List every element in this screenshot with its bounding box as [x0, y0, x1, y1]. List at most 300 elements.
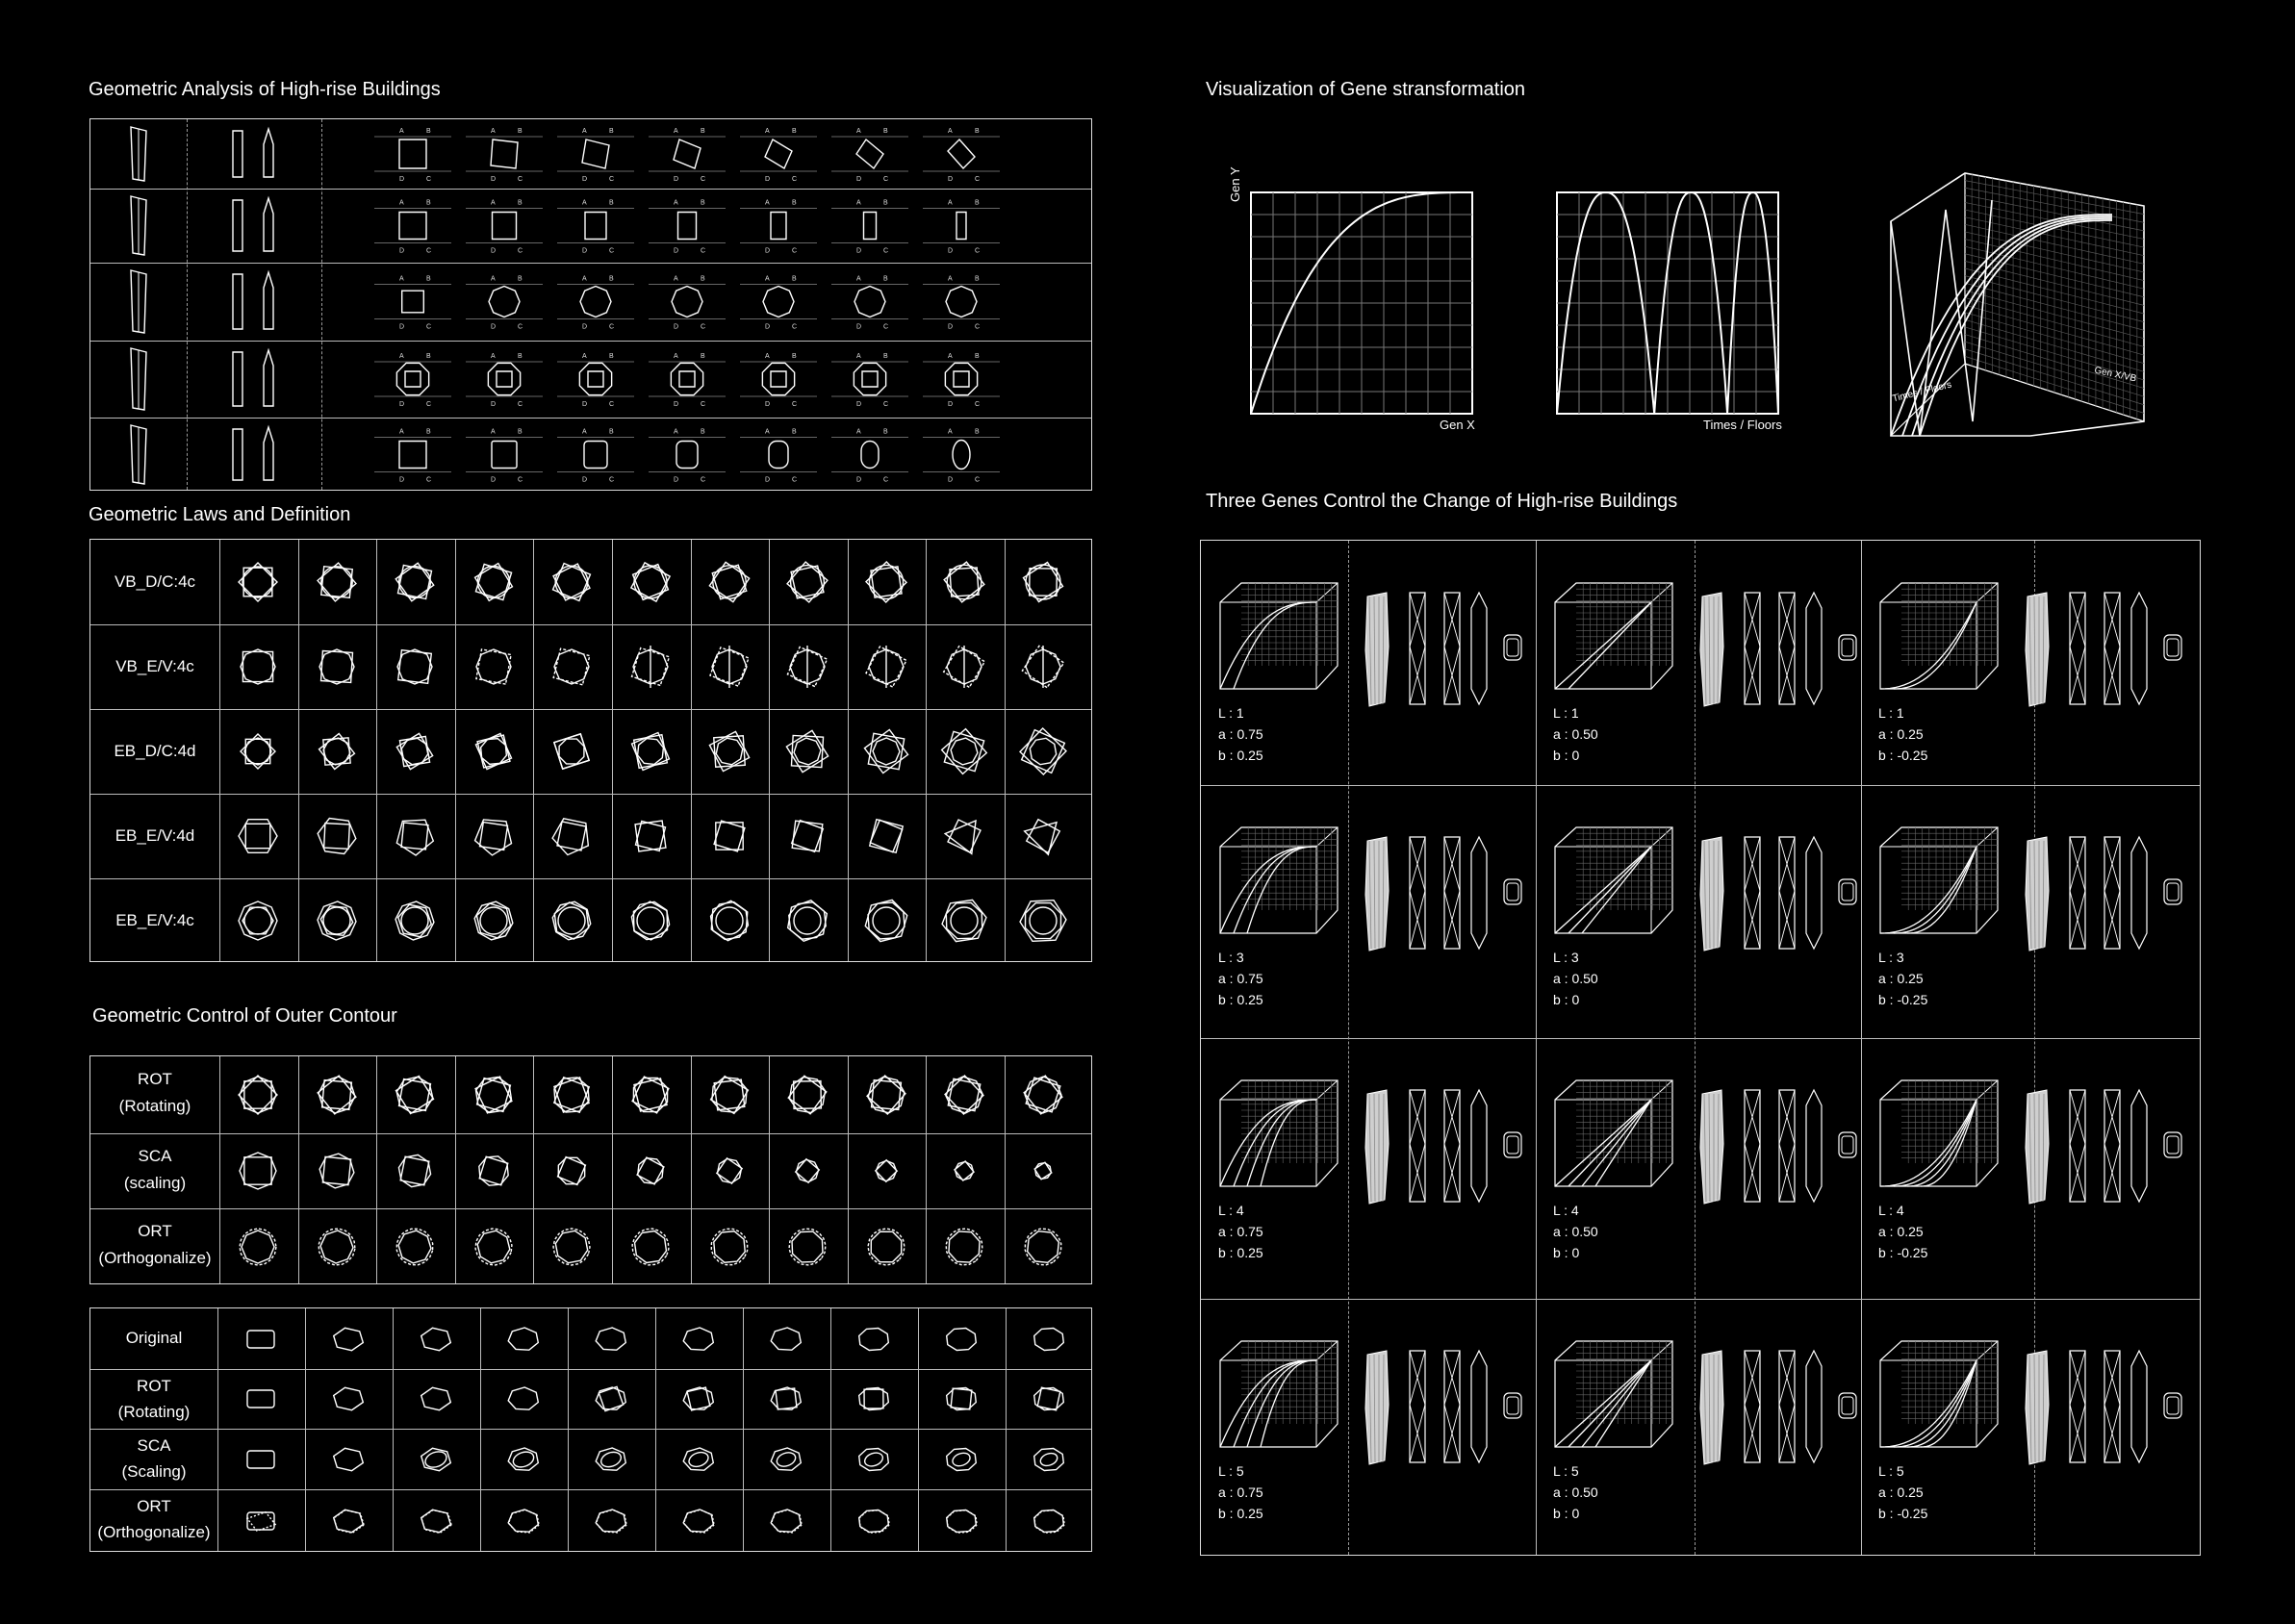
contour-variation-glyph [936, 1438, 986, 1481]
building-elevation-icon [225, 125, 302, 183]
svg-text:B: B [609, 353, 614, 360]
svg-text:C: C [883, 247, 889, 255]
contour-row-label: ORT (Orthogonalize) [98, 1222, 212, 1267]
gene-cube-diagram [1878, 825, 2002, 936]
svg-text:A: A [856, 428, 861, 436]
svg-text:D: D [674, 247, 679, 255]
contour-shape-glyph [231, 1144, 285, 1198]
gene-parameters [1218, 947, 1263, 1010]
law-shape-glyph [386, 638, 444, 696]
law-shape-glyph [465, 553, 523, 611]
svg-text:D: D [856, 323, 862, 331]
contour-row-label: SCA (scaling) [123, 1147, 187, 1192]
svg-text:A: A [948, 128, 953, 135]
law-shape-glyph [308, 723, 366, 780]
svg-text:A: A [582, 275, 587, 283]
gene-length: L : 4 [1553, 1203, 1579, 1218]
gene-visualization-title: Visualization of Gene stransformation [1206, 79, 1526, 100]
law-shape-glyph [857, 807, 915, 865]
svg-text:D: D [399, 401, 405, 408]
svg-text:C: C [975, 247, 981, 255]
svg-text:B: B [975, 353, 980, 360]
svg-text:A: A [765, 428, 770, 436]
contour-variation-glyph [849, 1500, 899, 1542]
svg-text:A: A [856, 275, 861, 283]
contour-shape-glyph [937, 1144, 991, 1198]
svg-text:D: D [582, 401, 588, 408]
gene-b: b : 0 [1553, 1245, 1580, 1260]
contour-variation-row-label: ROT (Rotating) [117, 1377, 191, 1421]
geometric-analysis-title: Geometric Analysis of High-rise Buildings [89, 79, 441, 100]
chart1-y-label: Gen Y [1228, 166, 1242, 202]
svg-text:C: C [426, 476, 432, 484]
svg-text:D: D [856, 176, 862, 183]
svg-text:A: A [582, 199, 587, 207]
gene-b: b : -0.25 [1878, 1245, 1928, 1260]
contour-variation-glyph [761, 1500, 811, 1542]
building-perspective-icon [110, 194, 167, 257]
contour-variation-glyph [323, 1378, 373, 1420]
svg-text:D: D [674, 176, 679, 183]
column-divider [769, 1056, 770, 1283]
gene-cube-diagram [1878, 1078, 2002, 1189]
svg-text:A: A [491, 275, 496, 283]
law-shape-glyph [701, 723, 758, 780]
svg-text:C: C [426, 323, 432, 331]
contour-variation-glyph [236, 1500, 286, 1542]
law-shape-glyph [543, 638, 600, 696]
column-divider [1006, 1308, 1007, 1551]
contour-shape-glyph [702, 1220, 756, 1274]
gene-parameters [1218, 702, 1263, 766]
row-divider [90, 878, 1091, 879]
tower-elevations [2020, 833, 2188, 958]
column-divider [480, 1308, 481, 1551]
svg-text:D: D [765, 476, 771, 484]
svg-text:A: A [491, 199, 496, 207]
plan-transformation-row [370, 418, 1062, 492]
svg-text:A: A [948, 353, 953, 360]
gene-cube-diagram [1553, 1339, 1676, 1450]
gene-cube-diagram [1553, 581, 1676, 692]
svg-text:D: D [674, 401, 679, 408]
gene-length: L : 5 [1553, 1463, 1579, 1479]
contour-shape-glyph [937, 1068, 991, 1122]
svg-text:B: B [883, 428, 888, 436]
column-divider [455, 540, 456, 961]
svg-text:C: C [426, 247, 432, 255]
gene-a: a : 0.50 [1553, 726, 1598, 742]
svg-text:C: C [609, 176, 615, 183]
chart3-x-label: Gen X/VB [2093, 365, 2138, 385]
svg-text:C: C [975, 401, 981, 408]
svg-text:B: B [518, 275, 523, 283]
gene-cube-diagram [1218, 825, 1341, 936]
svg-text:B: B [609, 128, 614, 135]
column-divider [376, 1056, 377, 1283]
svg-text:D: D [856, 476, 862, 484]
chart2-x-label: Times / Floors [1703, 418, 1782, 432]
gene-length: L : 1 [1218, 705, 1244, 721]
tower-elevations [1360, 1086, 1528, 1211]
svg-text:C: C [426, 176, 432, 183]
svg-text:C: C [701, 247, 706, 255]
svg-text:D: D [399, 247, 405, 255]
gene-parameters [1553, 702, 1598, 766]
row-divider [1201, 785, 2200, 786]
three-genes-panel [1200, 540, 2201, 1556]
column-divider [219, 540, 220, 961]
law-shape-glyph [622, 638, 679, 696]
contour-variation-glyph [498, 1438, 548, 1481]
law-shape-glyph [229, 723, 287, 780]
tower-elevations [1695, 589, 1863, 714]
law-shape-glyph [778, 723, 836, 780]
column-divider [691, 1056, 692, 1283]
svg-text:C: C [609, 401, 615, 408]
contour-shape-glyph [624, 1068, 677, 1122]
contour-variation-glyph [849, 1318, 899, 1360]
gene-cube-diagram [1218, 1078, 1341, 1189]
contour-variation-glyph [498, 1500, 548, 1542]
svg-text:D: D [856, 247, 862, 255]
contour-shape-glyph [1016, 1220, 1070, 1274]
svg-text:B: B [883, 275, 888, 283]
contour-variation-glyph [1024, 1500, 1074, 1542]
gene-length: L : 5 [1218, 1463, 1244, 1479]
gene-length: L : 4 [1218, 1203, 1244, 1218]
gene-b: b : 0 [1553, 748, 1580, 763]
law-shape-glyph [857, 892, 915, 950]
law-shape-glyph [778, 553, 836, 611]
geometric-analysis-panel [89, 118, 1092, 491]
svg-text:A: A [765, 275, 770, 283]
svg-text:A: A [674, 275, 678, 283]
svg-text:A: A [674, 428, 678, 436]
gene-curve-chart [1251, 192, 1472, 414]
contour-variation-row-label: ORT (Orthogonalize) [97, 1497, 211, 1541]
law-shape-glyph [1014, 892, 1072, 950]
column-divider [1005, 1056, 1006, 1283]
svg-text:C: C [883, 176, 889, 183]
law-row-label: EB_D/C:4d [114, 742, 196, 760]
contour-shape-glyph [545, 1068, 599, 1122]
svg-text:C: C [883, 476, 889, 484]
contour-shape-glyph [780, 1220, 834, 1274]
contour-variation-glyph [761, 1438, 811, 1481]
tower-elevations [2020, 1086, 2188, 1211]
svg-text:D: D [856, 401, 862, 408]
contour-variation-glyph [411, 1318, 461, 1360]
svg-text:C: C [518, 323, 523, 331]
gene-parameters [1553, 947, 1598, 1010]
svg-text:C: C [609, 323, 615, 331]
svg-text:B: B [518, 353, 523, 360]
building-elevation-icon [225, 268, 302, 335]
contour-shape-glyph [780, 1144, 834, 1198]
svg-text:B: B [426, 128, 431, 135]
gene-a: a : 0.25 [1878, 1224, 1924, 1239]
contour-variation-glyph [236, 1438, 286, 1481]
gene-cube-diagram [1218, 1339, 1341, 1450]
svg-text:B: B [883, 353, 888, 360]
row-divider [90, 794, 1091, 795]
svg-text:B: B [883, 128, 888, 135]
law-shape-glyph [1014, 553, 1072, 611]
gene-parameters [1553, 1200, 1598, 1263]
svg-text:C: C [792, 176, 798, 183]
law-row-label: VB_D/C:4c [114, 572, 196, 591]
column-divider [655, 1308, 656, 1551]
law-shape-glyph [543, 807, 600, 865]
tower-elevations [2020, 589, 2188, 714]
contour-variation-glyph [761, 1318, 811, 1360]
contour-variation-glyph [1024, 1378, 1074, 1420]
column-divider [612, 540, 613, 961]
svg-text:B: B [792, 353, 797, 360]
contour-shape-glyph [388, 1220, 442, 1274]
svg-text:D: D [491, 247, 497, 255]
outer-contour-panel [89, 1055, 1092, 1284]
law-shape-glyph [701, 892, 758, 950]
svg-text:D: D [582, 323, 588, 331]
svg-text:A: A [582, 353, 587, 360]
building-elevation-icon [225, 423, 302, 486]
svg-text:C: C [701, 176, 706, 183]
gene-a: a : 0.75 [1218, 726, 1263, 742]
svg-text:A: A [399, 428, 404, 436]
contour-variation-glyph [674, 1318, 724, 1360]
gene-b: b : -0.25 [1878, 748, 1928, 763]
svg-text:D: D [582, 476, 588, 484]
building-perspective-icon [110, 423, 167, 486]
contour-variation-glyph [849, 1378, 899, 1420]
svg-text:A: A [399, 199, 404, 207]
svg-text:D: D [948, 323, 954, 331]
tower-elevations [1360, 1347, 1528, 1472]
svg-text:B: B [609, 199, 614, 207]
column-divider [1005, 540, 1006, 961]
svg-text:B: B [701, 353, 705, 360]
column-divider [298, 540, 299, 961]
svg-text:B: B [792, 428, 797, 436]
contour-variation-row-label: Original [125, 1329, 183, 1347]
column-divider [217, 1308, 218, 1551]
gene-a: a : 0.50 [1553, 1484, 1598, 1500]
law-row-label: EB_E/V:4d [115, 826, 195, 845]
svg-text:D: D [491, 476, 497, 484]
column-divider [393, 1308, 394, 1551]
svg-text:C: C [975, 476, 981, 484]
law-shape-glyph [1014, 807, 1072, 865]
column-divider [743, 1308, 744, 1551]
contour-variation-glyph [849, 1438, 899, 1481]
svg-text:A: A [765, 128, 770, 135]
gene-b: b : -0.25 [1878, 1506, 1928, 1521]
plan-transformation-row [370, 189, 1062, 263]
gene-cube-diagram [1878, 1339, 2002, 1450]
svg-text:D: D [948, 247, 954, 255]
svg-text:B: B [518, 199, 523, 207]
svg-text:A: A [674, 353, 678, 360]
gene-a: a : 0.25 [1878, 1484, 1924, 1500]
tower-elevations [1695, 833, 1863, 958]
law-shape-glyph [935, 553, 993, 611]
gene-a: a : 0.75 [1218, 1224, 1263, 1239]
contour-shape-glyph [545, 1144, 599, 1198]
law-shape-glyph [857, 553, 915, 611]
svg-text:C: C [426, 401, 432, 408]
column-divider [568, 1308, 569, 1551]
svg-text:B: B [975, 275, 980, 283]
gene-a: a : 0.75 [1218, 971, 1263, 986]
contour-shape-glyph [859, 1144, 913, 1198]
svg-text:A: A [491, 128, 496, 135]
svg-text:B: B [792, 199, 797, 207]
column-divider [691, 540, 692, 961]
svg-text:A: A [674, 199, 678, 207]
law-shape-glyph [622, 892, 679, 950]
svg-text:A: A [491, 428, 496, 436]
svg-text:C: C [792, 476, 798, 484]
column-divider [219, 1056, 220, 1283]
svg-text:C: C [609, 247, 615, 255]
svg-text:C: C [792, 247, 798, 255]
law-shape-glyph [543, 553, 600, 611]
svg-text:D: D [582, 247, 588, 255]
column-divider [533, 540, 534, 961]
svg-text:C: C [883, 401, 889, 408]
law-shape-glyph [308, 553, 366, 611]
column-divider [533, 1056, 534, 1283]
geometric-laws-panel [89, 539, 1092, 962]
law-shape-glyph [308, 807, 366, 865]
svg-text:C: C [792, 323, 798, 331]
gene-length: L : 1 [1878, 705, 1904, 721]
row-divider [90, 1133, 1091, 1134]
row-divider [1201, 1038, 2200, 1039]
contour-shape-glyph [388, 1068, 442, 1122]
svg-text:A: A [765, 353, 770, 360]
row-divider [1201, 1299, 2200, 1300]
contour-variation-glyph [936, 1318, 986, 1360]
law-shape-glyph [622, 553, 679, 611]
law-shape-glyph [229, 892, 287, 950]
svg-text:B: B [609, 428, 614, 436]
contour-shape-glyph [231, 1068, 285, 1122]
svg-text:B: B [518, 128, 523, 135]
svg-text:D: D [765, 401, 771, 408]
tower-elevations [1695, 1086, 1863, 1211]
svg-text:B: B [975, 428, 980, 436]
column-divider [1348, 541, 1349, 1555]
chart3-z-label: Times / Floors [1891, 379, 1953, 405]
three-genes-title: Three Genes Control the Change of High-rise Buildings [1206, 491, 1678, 512]
gene-a: a : 0.25 [1878, 726, 1924, 742]
svg-text:A: A [856, 128, 861, 135]
law-row-label: EB_E/V:4c [115, 911, 194, 929]
svg-text:C: C [883, 323, 889, 331]
contour-variation-glyph [411, 1378, 461, 1420]
gene-parameters [1218, 1200, 1263, 1263]
law-shape-glyph [935, 892, 993, 950]
svg-text:C: C [792, 401, 798, 408]
law-shape-glyph [465, 892, 523, 950]
row-divider [90, 1208, 1091, 1209]
law-shape-glyph [778, 892, 836, 950]
contour-shape-glyph [310, 1220, 364, 1274]
gene-parameters [1878, 1200, 1927, 1263]
contour-shape-glyph [780, 1068, 834, 1122]
contour-variation-glyph [498, 1318, 548, 1360]
svg-text:D: D [491, 401, 497, 408]
svg-text:C: C [518, 401, 523, 408]
svg-text:B: B [701, 199, 705, 207]
gene-cube-diagram [1878, 581, 2002, 692]
law-shape-glyph [229, 638, 287, 696]
contour-shape-glyph [231, 1220, 285, 1274]
gene-cube-diagram [1553, 825, 1676, 936]
law-shape-glyph [935, 807, 993, 865]
row-divider [90, 709, 1091, 710]
law-row-label: VB_E/V:4c [115, 657, 194, 675]
svg-text:D: D [491, 176, 497, 183]
column-divider [305, 1308, 306, 1551]
svg-text:B: B [426, 353, 431, 360]
gene-b: b : 0.25 [1218, 1506, 1263, 1521]
svg-text:A: A [582, 428, 587, 436]
svg-text:B: B [792, 128, 797, 135]
building-perspective-icon [110, 268, 167, 335]
plan-transformation-row [370, 263, 1062, 341]
outer-contour-variation-panel [89, 1307, 1092, 1552]
svg-text:C: C [609, 476, 615, 484]
svg-text:C: C [701, 401, 706, 408]
law-shape-glyph [386, 807, 444, 865]
svg-text:A: A [948, 428, 953, 436]
chart1-x-label: Gen X [1440, 418, 1475, 432]
svg-text:A: A [948, 275, 953, 283]
svg-text:D: D [948, 176, 954, 183]
svg-text:A: A [582, 128, 587, 135]
contour-shape-glyph [859, 1220, 913, 1274]
column-divider [848, 1056, 849, 1283]
column-divider [455, 1056, 456, 1283]
law-shape-glyph [386, 723, 444, 780]
svg-text:A: A [856, 353, 861, 360]
contour-variation-row-label: SCA (Scaling) [121, 1436, 187, 1481]
svg-text:C: C [701, 323, 706, 331]
contour-variation-glyph [236, 1378, 286, 1420]
contour-shape-glyph [624, 1220, 677, 1274]
column-divider [848, 540, 849, 961]
svg-text:D: D [948, 476, 954, 484]
gene-length: L : 4 [1878, 1203, 1904, 1218]
contour-variation-glyph [323, 1500, 373, 1542]
contour-shape-glyph [310, 1068, 364, 1122]
contour-shape-glyph [388, 1144, 442, 1198]
svg-text:D: D [399, 323, 405, 331]
gene-b: b : 0.25 [1218, 748, 1263, 763]
row-divider [90, 1489, 1091, 1490]
law-shape-glyph [386, 892, 444, 950]
contour-variation-glyph [411, 1500, 461, 1542]
contour-shape-glyph [624, 1144, 677, 1198]
gene-length: L : 1 [1553, 705, 1579, 721]
law-shape-glyph [465, 807, 523, 865]
contour-shape-glyph [937, 1220, 991, 1274]
law-shape-glyph [1014, 723, 1072, 780]
